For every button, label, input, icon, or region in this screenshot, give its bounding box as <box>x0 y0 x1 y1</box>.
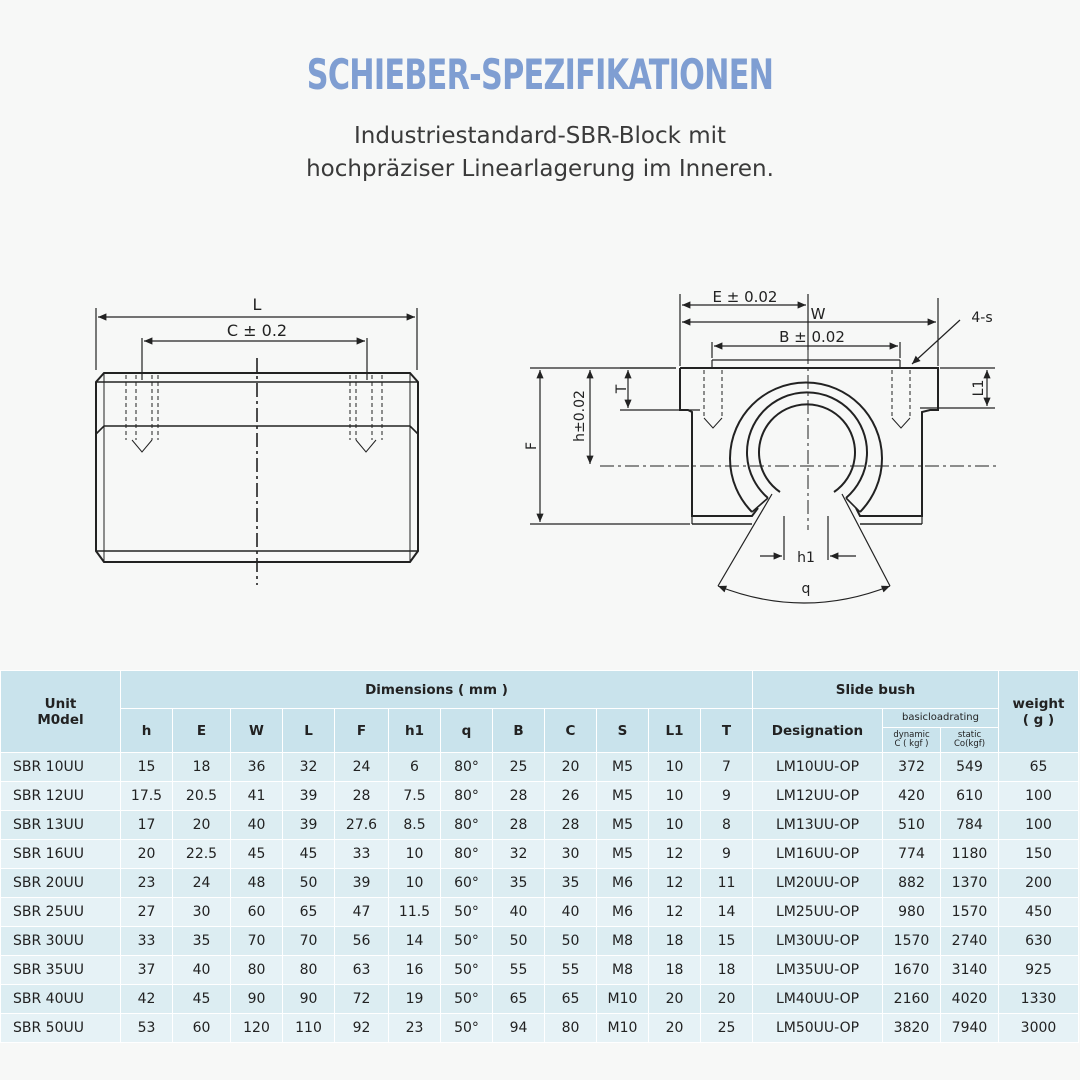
front-label-h: h±0.02 <box>572 390 588 442</box>
col-C: C <box>545 709 597 753</box>
table-cell: 50° <box>441 898 493 927</box>
dimension-columns-row <box>1 709 1079 753</box>
table-cell: 10 <box>649 811 701 840</box>
table-cell: 50 <box>545 927 597 956</box>
table-header <box>1 671 1079 753</box>
table-cell: 23 <box>389 1014 441 1043</box>
table-cell: LM20UU-OP <box>753 869 883 898</box>
table-cell: 20 <box>701 985 753 1014</box>
model-cell: SBR 16UU <box>1 840 121 869</box>
table-cell: 110 <box>283 1014 335 1043</box>
load-subheaders <box>883 728 998 752</box>
table-cell: 2160 <box>883 985 941 1014</box>
table-cell: 18 <box>649 927 701 956</box>
table-cell: 39 <box>283 782 335 811</box>
table-cell: M5 <box>597 811 649 840</box>
table-row <box>1 811 1079 840</box>
table-cell: M5 <box>597 753 649 782</box>
table-cell: M5 <box>597 840 649 869</box>
side-label-C: C ± 0.2 <box>226 321 288 340</box>
table-cell: 372 <box>883 753 941 782</box>
table-cell: 774 <box>883 840 941 869</box>
table-row <box>1 840 1079 869</box>
table-cell: 24 <box>335 753 389 782</box>
table-cell: 26 <box>545 782 597 811</box>
table-cell: 94 <box>493 1014 545 1043</box>
table-cell: 11 <box>701 869 753 898</box>
col-h: h <box>121 709 173 753</box>
table-cell: 10 <box>649 782 701 811</box>
table-cell: 27.6 <box>335 811 389 840</box>
table-cell: 50 <box>283 869 335 898</box>
table-cell: 32 <box>493 840 545 869</box>
table-cell: 90 <box>231 985 283 1014</box>
table-cell: 40 <box>545 898 597 927</box>
table-cell: 63 <box>335 956 389 985</box>
header-basic-load <box>883 709 999 753</box>
front-label-B: B ± 0.02 <box>779 328 845 346</box>
table-cell: 18 <box>649 956 701 985</box>
table-cell: 16 <box>389 956 441 985</box>
table-cell: 80° <box>441 782 493 811</box>
table-cell: 90 <box>283 985 335 1014</box>
col-L1: L1 <box>649 709 701 753</box>
table-cell: 8.5 <box>389 811 441 840</box>
table-cell: 10 <box>649 753 701 782</box>
table-cell: 150 <box>999 840 1079 869</box>
table-cell: 784 <box>941 811 999 840</box>
table-row <box>1 898 1079 927</box>
table-cell: 39 <box>283 811 335 840</box>
dynamic-header <box>883 728 941 752</box>
table-cell: 80° <box>441 840 493 869</box>
header-unit-model <box>1 671 121 753</box>
col-B: B <box>493 709 545 753</box>
dynamic-unit: C ( kgf ) <box>894 739 929 749</box>
table-cell: M8 <box>597 956 649 985</box>
page-subtitle <box>0 120 1080 186</box>
table-cell: M6 <box>597 898 649 927</box>
table-cell: 25 <box>493 753 545 782</box>
table-cell: 17.5 <box>121 782 173 811</box>
table-cell: 30 <box>545 840 597 869</box>
col-L: L <box>283 709 335 753</box>
table-cell: 27 <box>121 898 173 927</box>
table-cell: 35 <box>545 869 597 898</box>
table-cell: 80 <box>283 956 335 985</box>
table-cell: 9 <box>701 840 753 869</box>
table-cell: 7940 <box>941 1014 999 1043</box>
subtitle-line-1: Industriestandard-SBR-Block mit <box>353 123 727 149</box>
table-cell: 70 <box>283 927 335 956</box>
table-cell: 7 <box>701 753 753 782</box>
table-cell: 6 <box>389 753 441 782</box>
static-unit: Co(kgf) <box>953 739 986 749</box>
table-cell: 53 <box>121 1014 173 1043</box>
col-F: F <box>335 709 389 753</box>
table-cell: 12 <box>649 898 701 927</box>
static-label: static <box>957 730 982 740</box>
table-cell: 40 <box>231 811 283 840</box>
table-cell: 925 <box>999 956 1079 985</box>
subtitle-line-2: hochpräziser Linearlagerung im Inneren. <box>306 156 774 182</box>
table-cell: 39 <box>335 869 389 898</box>
table-cell: 14 <box>701 898 753 927</box>
table-cell: 10 <box>389 840 441 869</box>
table-cell: 11.5 <box>389 898 441 927</box>
table-cell: 15 <box>121 753 173 782</box>
col-S: S <box>597 709 649 753</box>
table-cell: 450 <box>999 898 1079 927</box>
table-cell: 55 <box>493 956 545 985</box>
table-cell: 630 <box>999 927 1079 956</box>
table-cell: 36 <box>231 753 283 782</box>
table-cell: 47 <box>335 898 389 927</box>
table-cell: 9 <box>701 782 753 811</box>
table-cell: 65 <box>283 898 335 927</box>
table-cell: 18 <box>173 753 231 782</box>
table-cell: LM16UU-OP <box>753 840 883 869</box>
table-cell: 3140 <box>941 956 999 985</box>
table-cell: LM40UU-OP <box>753 985 883 1014</box>
table-cell: 20.5 <box>173 782 231 811</box>
table-cell: LM50UU-OP <box>753 1014 883 1043</box>
model-cell: SBR 30UU <box>1 927 121 956</box>
table-cell: 20 <box>649 985 701 1014</box>
table-cell: 3820 <box>883 1014 941 1043</box>
table-cell: 23 <box>121 869 173 898</box>
table-cell: LM30UU-OP <box>753 927 883 956</box>
table-cell: 30 <box>173 898 231 927</box>
table-cell: 72 <box>335 985 389 1014</box>
table-cell: 510 <box>883 811 941 840</box>
front-label-q: q <box>801 581 811 597</box>
table-cell: M8 <box>597 927 649 956</box>
table-cell: 80 <box>231 956 283 985</box>
table-row <box>1 1014 1079 1043</box>
dynamic-label: dynamic <box>893 730 930 740</box>
table-cell: M10 <box>597 1014 649 1043</box>
table-cell: 41 <box>231 782 283 811</box>
table-cell: 8 <box>701 811 753 840</box>
col-E: E <box>173 709 231 753</box>
table-cell: 20 <box>121 840 173 869</box>
table-cell: 24 <box>173 869 231 898</box>
page-title: SCHIEBER-SPEZIFIKATIONEN <box>306 50 774 99</box>
table-cell: 35 <box>493 869 545 898</box>
static-header <box>941 728 998 752</box>
table-cell: 28 <box>545 811 597 840</box>
table-cell: 12 <box>649 869 701 898</box>
table-cell: 10 <box>389 869 441 898</box>
table-cell: 50° <box>441 927 493 956</box>
front-view <box>530 294 1000 603</box>
table-cell: 100 <box>999 811 1079 840</box>
table-cell: 92 <box>335 1014 389 1043</box>
model-cell: SBR 50UU <box>1 1014 121 1043</box>
table-cell: 25 <box>701 1014 753 1043</box>
table-cell: 80 <box>545 1014 597 1043</box>
table-cell: 549 <box>941 753 999 782</box>
table-cell: 1670 <box>883 956 941 985</box>
table-cell: 15 <box>701 927 753 956</box>
table-cell: M5 <box>597 782 649 811</box>
table-cell: 45 <box>283 840 335 869</box>
header-unit-label: Unit <box>44 695 77 712</box>
col-T: T <box>701 709 753 753</box>
table-cell: 610 <box>941 782 999 811</box>
table-cell: 45 <box>173 985 231 1014</box>
table-cell: 19 <box>389 985 441 1014</box>
header-weight <box>999 671 1079 753</box>
spec-table <box>0 670 1079 1043</box>
table-cell: 70 <box>231 927 283 956</box>
table-cell: LM12UU-OP <box>753 782 883 811</box>
table-cell: 12 <box>649 840 701 869</box>
side-view <box>96 308 418 585</box>
table-cell: M6 <box>597 869 649 898</box>
table-cell: 35 <box>173 927 231 956</box>
technical-drawing <box>0 280 1080 620</box>
table-cell: 65 <box>999 753 1079 782</box>
front-label-E: E ± 0.02 <box>712 288 778 306</box>
table-cell: 50° <box>441 985 493 1014</box>
header-dimensions: Dimensions ( mm ) <box>121 671 753 709</box>
table-cell: 14 <box>389 927 441 956</box>
table-row <box>1 985 1079 1014</box>
table-cell: 20 <box>173 811 231 840</box>
table-cell: 60 <box>231 898 283 927</box>
table-cell: 60 <box>173 1014 231 1043</box>
model-cell: SBR 35UU <box>1 956 121 985</box>
table-cell: 120 <box>231 1014 283 1043</box>
table-cell: 1180 <box>941 840 999 869</box>
table-cell: 7.5 <box>389 782 441 811</box>
table-cell: 100 <box>999 782 1079 811</box>
front-label-L1: L1 <box>971 379 987 397</box>
table-cell: LM10UU-OP <box>753 753 883 782</box>
table-cell: 28 <box>493 782 545 811</box>
front-label-W: W <box>810 305 826 323</box>
table-cell: 42 <box>121 985 173 1014</box>
table-cell: 28 <box>493 811 545 840</box>
table-cell: 80° <box>441 811 493 840</box>
table-cell: 882 <box>883 869 941 898</box>
table-cell: 50 <box>493 927 545 956</box>
basic-load-label: basicloadrating <box>883 709 998 728</box>
table-cell: 4020 <box>941 985 999 1014</box>
front-label-h1: h1 <box>797 550 815 566</box>
table-cell: 37 <box>121 956 173 985</box>
table-cell: 60° <box>441 869 493 898</box>
front-label-F: F <box>524 441 540 451</box>
table-cell: LM25UU-OP <box>753 898 883 927</box>
table-row <box>1 782 1079 811</box>
table-cell: 40 <box>173 956 231 985</box>
table-cell: 1570 <box>883 927 941 956</box>
table-cell: 33 <box>335 840 389 869</box>
model-cell: SBR 40UU <box>1 985 121 1014</box>
table-cell: 980 <box>883 898 941 927</box>
table-row <box>1 956 1079 985</box>
table-cell: 55 <box>545 956 597 985</box>
front-label-S: 4-s <box>971 310 993 326</box>
table-cell: 2740 <box>941 927 999 956</box>
table-cell: 20 <box>545 753 597 782</box>
col-designation: Designation <box>753 709 883 753</box>
table-cell: LM13UU-OP <box>753 811 883 840</box>
table-cell: 1330 <box>999 985 1079 1014</box>
col-q: q <box>441 709 493 753</box>
model-cell: SBR 12UU <box>1 782 121 811</box>
table-cell: LM35UU-OP <box>753 956 883 985</box>
table-cell: 40 <box>493 898 545 927</box>
header-weight-label: weight <box>1012 695 1065 712</box>
table-cell: 65 <box>545 985 597 1014</box>
table-cell: 50° <box>441 1014 493 1043</box>
header-slide-bush: Slide bush <box>753 671 999 709</box>
table-cell: 1570 <box>941 898 999 927</box>
table-cell: 65 <box>493 985 545 1014</box>
table-cell: 3000 <box>999 1014 1079 1043</box>
side-label-L: L <box>252 295 262 314</box>
table-body <box>1 753 1079 1043</box>
table-cell: 50° <box>441 956 493 985</box>
table-cell: 17 <box>121 811 173 840</box>
table-cell: M10 <box>597 985 649 1014</box>
model-cell: SBR 25UU <box>1 898 121 927</box>
table-cell: 33 <box>121 927 173 956</box>
model-cell: SBR 13UU <box>1 811 121 840</box>
table-cell: 18 <box>701 956 753 985</box>
table-row <box>1 869 1079 898</box>
model-cell: SBR 10UU <box>1 753 121 782</box>
table-cell: 56 <box>335 927 389 956</box>
model-cell: SBR 20UU <box>1 869 121 898</box>
header-weight-unit: ( g ) <box>1022 711 1055 728</box>
table-cell: 45 <box>231 840 283 869</box>
table-cell: 1370 <box>941 869 999 898</box>
header-model-label: M0del <box>37 711 84 728</box>
table-row <box>1 753 1079 782</box>
table-cell: 22.5 <box>173 840 231 869</box>
table-row <box>1 927 1079 956</box>
table-cell: 200 <box>999 869 1079 898</box>
table-cell: 20 <box>649 1014 701 1043</box>
table-cell: 32 <box>283 753 335 782</box>
table-cell: 48 <box>231 869 283 898</box>
front-label-T: T <box>614 384 630 394</box>
col-W: W <box>231 709 283 753</box>
table-cell: 80° <box>441 753 493 782</box>
col-h1: h1 <box>389 709 441 753</box>
table-cell: 28 <box>335 782 389 811</box>
table-cell: 420 <box>883 782 941 811</box>
